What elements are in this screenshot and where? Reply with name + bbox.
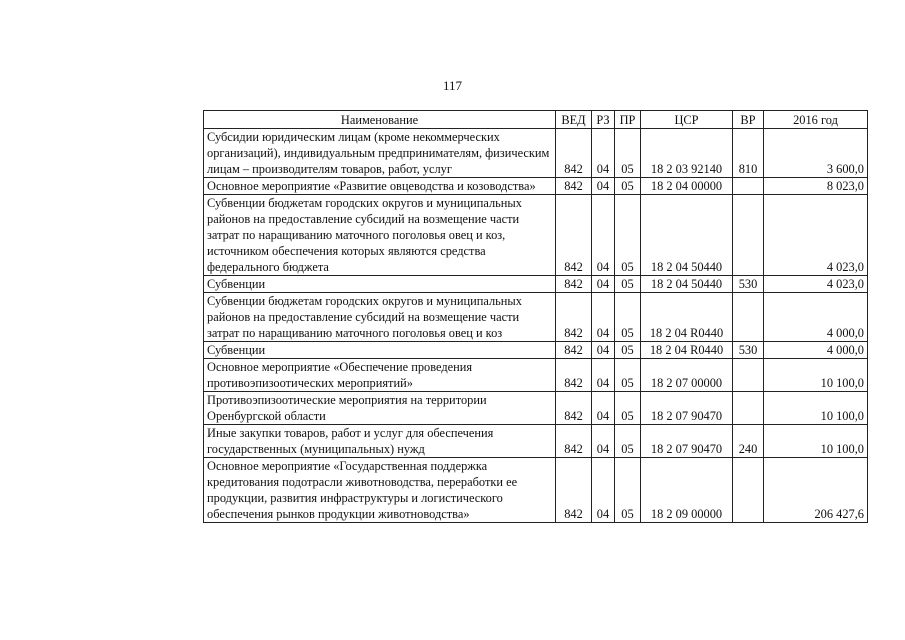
row-amount: 206 427,6	[764, 458, 868, 523]
row-name: Иные закупки товаров, работ и услуг для обеспечения государственных (муниципальных) нужд	[204, 425, 556, 458]
header-ved: ВЕД	[556, 111, 592, 129]
row-amount: 10 100,0	[764, 425, 868, 458]
header-row	[204, 111, 868, 129]
row-amount: 10 100,0	[764, 392, 868, 425]
header-name: Наименование	[204, 111, 556, 129]
row-pr: 05	[615, 293, 641, 342]
row-amount: 3 600,0	[764, 129, 868, 178]
row-rz: 04	[592, 293, 615, 342]
row-name: Субсидии юридическим лицам (кроме некоммерческих организаций), индивидуальным предпринимателям, физическим лицам – производителям товаров, работ, услуг	[204, 129, 556, 178]
row-ved: 842	[556, 293, 592, 342]
row-pr: 05	[615, 392, 641, 425]
row-csr: 18 2 09 00000	[641, 458, 733, 523]
row-rz: 04	[592, 276, 615, 293]
row-amount: 8 023,0	[764, 178, 868, 195]
row-name: Основное мероприятие «Обеспечение проведения противоэпизоотических мероприятий»	[204, 359, 556, 392]
row-csr: 18 2 03 92140	[641, 129, 733, 178]
budget-table	[203, 110, 868, 523]
row-rz: 04	[592, 359, 615, 392]
row-csr: 18 2 04 00000	[641, 178, 733, 195]
row-rz: 04	[592, 195, 615, 276]
row-csr: 18 2 07 00000	[641, 359, 733, 392]
row-vr: 240	[733, 425, 764, 458]
row-vr	[733, 392, 764, 425]
table-row	[204, 342, 868, 359]
row-amount: 4 000,0	[764, 293, 868, 342]
row-ved: 842	[556, 276, 592, 293]
table-row	[204, 276, 868, 293]
row-csr: 18 2 04 50440	[641, 195, 733, 276]
table-row	[204, 293, 868, 342]
table-row	[204, 359, 868, 392]
row-name: Субвенции	[204, 276, 556, 293]
row-ved: 842	[556, 178, 592, 195]
row-csr: 18 2 07 90470	[641, 392, 733, 425]
row-csr: 18 2 07 90470	[641, 425, 733, 458]
row-vr	[733, 178, 764, 195]
row-vr: 530	[733, 276, 764, 293]
row-vr: 530	[733, 342, 764, 359]
row-rz: 04	[592, 342, 615, 359]
table-row	[204, 129, 868, 178]
row-pr: 05	[615, 359, 641, 392]
row-name: Субвенции	[204, 342, 556, 359]
header-vr: ВР	[733, 111, 764, 129]
row-rz: 04	[592, 425, 615, 458]
row-rz: 04	[592, 392, 615, 425]
table-row	[204, 458, 868, 523]
row-name: Противоэпизоотические мероприятия на территории Оренбургской области	[204, 392, 556, 425]
page-number: 117	[442, 78, 463, 93]
row-name: Основное мероприятие «Государственная поддержка кредитования подотрасли животноводства, переработки ее продукции, развития инфраструктуры и логистического обеспечения рынков продукции животноводства»	[204, 458, 556, 523]
row-ved: 842	[556, 129, 592, 178]
row-ved: 842	[556, 195, 592, 276]
header-year: 2016 год	[764, 111, 868, 129]
row-vr: 810	[733, 129, 764, 178]
table-row	[204, 425, 868, 458]
row-pr: 05	[615, 129, 641, 178]
row-vr	[733, 359, 764, 392]
header-rz: РЗ	[592, 111, 615, 129]
row-csr: 18 2 04 R0440	[641, 342, 733, 359]
table-row	[204, 392, 868, 425]
row-amount: 4 023,0	[764, 195, 868, 276]
table-row	[204, 178, 868, 195]
row-pr: 05	[615, 178, 641, 195]
row-ved: 842	[556, 392, 592, 425]
header-csr: ЦСР	[641, 111, 733, 129]
row-amount: 10 100,0	[764, 359, 868, 392]
row-vr	[733, 293, 764, 342]
row-vr	[733, 458, 764, 523]
table-header	[204, 111, 868, 129]
row-rz: 04	[592, 458, 615, 523]
row-ved: 842	[556, 359, 592, 392]
row-pr: 05	[615, 276, 641, 293]
row-amount: 4 000,0	[764, 342, 868, 359]
row-pr: 05	[615, 425, 641, 458]
row-csr: 18 2 04 50440	[641, 276, 733, 293]
row-pr: 05	[615, 458, 641, 523]
table-row	[204, 195, 868, 276]
table-body	[204, 129, 868, 523]
row-rz: 04	[592, 178, 615, 195]
row-name: Основное мероприятие «Развитие овцеводства и козоводства»	[204, 178, 556, 195]
row-pr: 05	[615, 342, 641, 359]
row-rz: 04	[592, 129, 615, 178]
row-pr: 05	[615, 195, 641, 276]
row-name: Субвенции бюджетам городских округов и муниципальных районов на предоставление субсидий на возмещение части затрат по наращиванию маточного поголовья овец и коз, источником обеспечения которых являются средства федерального бюджета	[204, 195, 556, 276]
row-ved: 842	[556, 342, 592, 359]
row-name: Субвенции бюджетам городских округов и муниципальных районов на предоставление субсидий на возмещение части затрат по наращиванию маточного поголовья овец и коз	[204, 293, 556, 342]
row-vr	[733, 195, 764, 276]
header-pr: ПР	[615, 111, 641, 129]
row-amount: 4 023,0	[764, 276, 868, 293]
row-ved: 842	[556, 458, 592, 523]
row-csr: 18 2 04 R0440	[641, 293, 733, 342]
row-ved: 842	[556, 425, 592, 458]
